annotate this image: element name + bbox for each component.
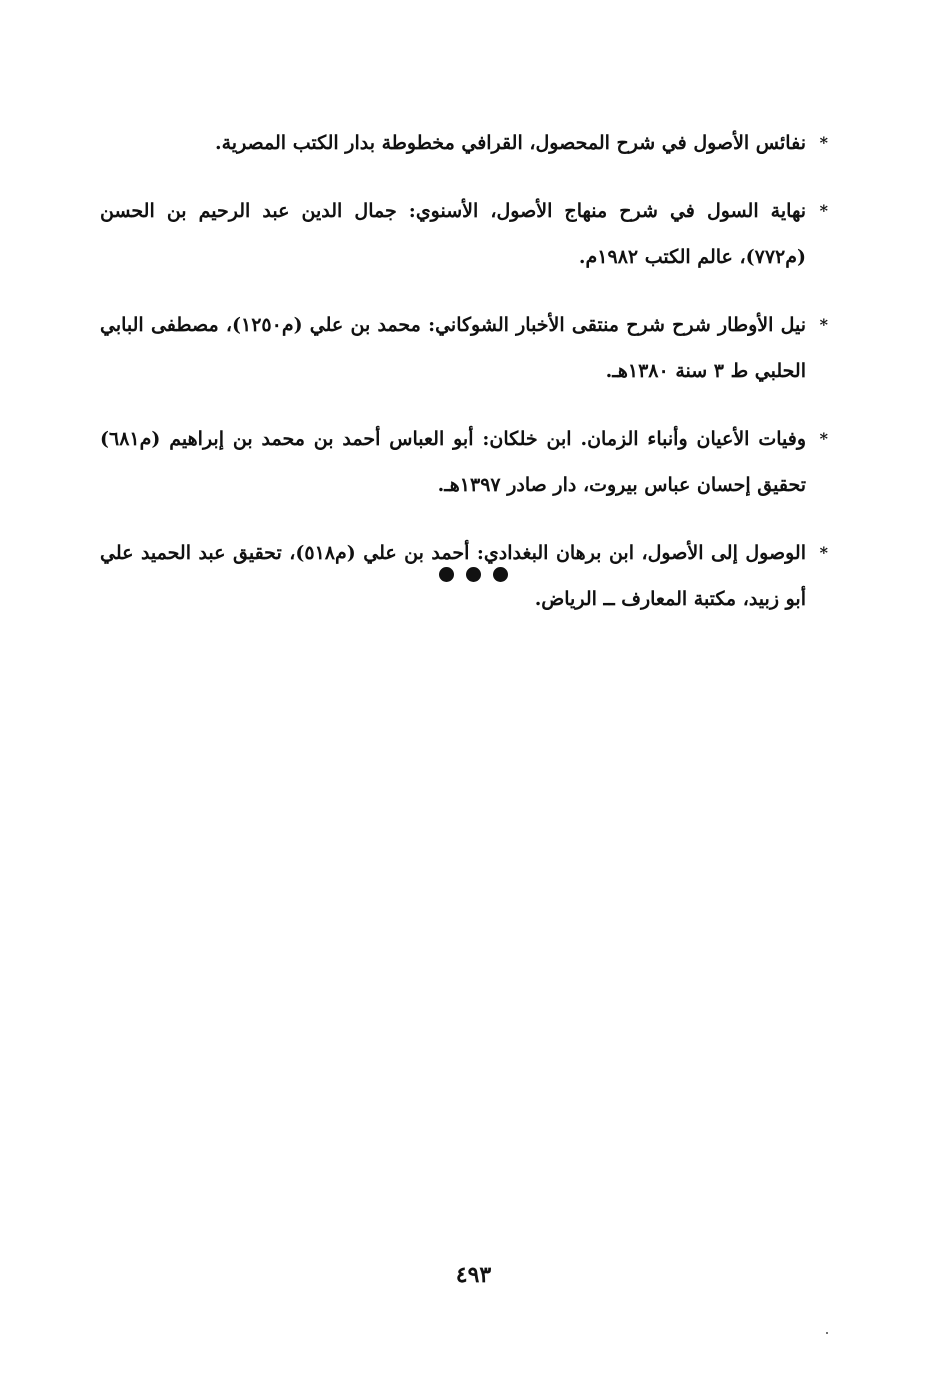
bibliography-list — [100, 120, 826, 644]
entry-text: الوصول إلى الأصول، ابن برهان البغدادي: أحمد بن علي (م٥١٨)، تحقيق عبد الحميد علي أبو زبيد، مكتبة المعارف ــ الرياض. — [100, 542, 807, 610]
scan-speck — [826, 1332, 828, 1334]
bibliography-entry — [100, 120, 826, 166]
bullet-asterisk-icon: * — [819, 133, 828, 152]
entry-text: نيل الأوطار شرح شرح منتقى الأخبار الشوكاني: محمد بن علي (م١٢٥٠)، مصطفى البابي الحلبي ط ٣ سنة ١٣٨٠هـ. — [100, 314, 806, 382]
entry-text: نهاية السول في شرح منهاج الأصول، الأسنوي: جمال الدين عبد الرحيم بن الحسن (م٧٧٢)، عالم الكتب ١٩٨٢م. — [100, 200, 806, 268]
dot-icon — [493, 567, 508, 582]
bibliography-entry — [100, 302, 826, 394]
bullet-asterisk-icon: * — [819, 429, 828, 448]
dot-icon — [439, 567, 454, 582]
bibliography-entry — [100, 416, 826, 508]
section-end-ornament — [0, 567, 947, 582]
bibliography-entry — [100, 188, 826, 280]
dot-icon — [466, 567, 481, 582]
bullet-asterisk-icon: * — [819, 201, 828, 220]
page-number: ٤٩٣ — [455, 1262, 492, 1288]
bullet-asterisk-icon: * — [819, 543, 828, 562]
entry-text: وفيات الأعيان وأنباء الزمان. ابن خلكان: أبو العباس أحمد بن محمد بن إبراهيم (م٦٨١) تحقيق إحسان عباس بيروت، دار صادر ١٣٩٧هـ. — [100, 428, 806, 496]
bullet-asterisk-icon: * — [819, 315, 828, 334]
entry-text: نفائس الأصول في شرح المحصول، القرافي مخطوطة بدار الكتب المصرية. — [214, 132, 806, 154]
